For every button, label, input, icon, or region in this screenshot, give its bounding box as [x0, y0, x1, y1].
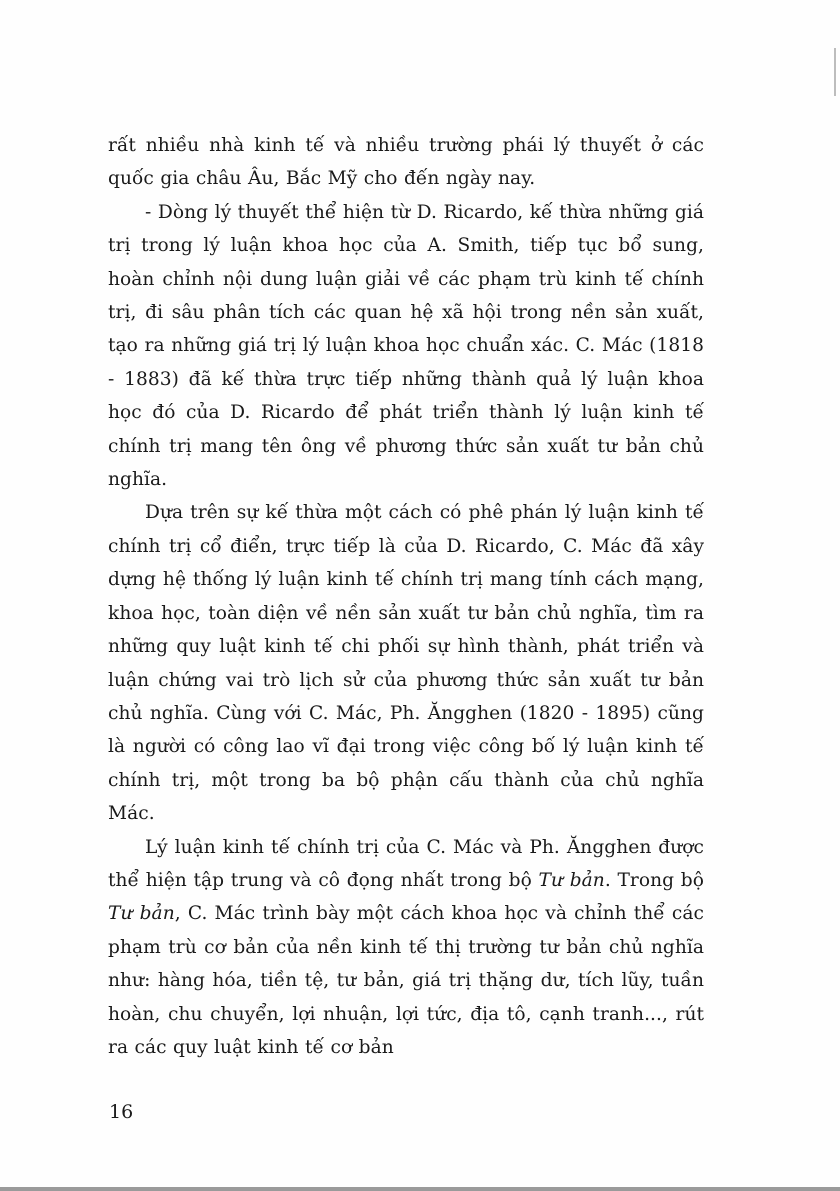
paragraph-indent	[108, 831, 704, 1065]
paragraph-dash	[108, 196, 704, 497]
text-run: Dựa trên sự kế thừa một cách có phê phán lý luận kinh tế chính trị cổ điển, trực tiếp là của D. Ricardo, C. Mác đã xây dựng hệ thống lý luận kinh tế chính trị mang tính cách mạng, khoa học, toàn diện về nền sản xuất tư bản chủ nghĩa, tìm ra những quy luật kinh tế chi phối sự hình thành, phát triển và luận chứng vai trò lịch sử của phương thức sản xuất tư bản chủ nghĩa. Cùng với C. Mác, Ph. Ăngghen (1820 - 1895) cũng là người có công lao vĩ đại trong việc công bố lý luận kinh tế chính trị, một trong ba bộ phận cấu thành của chủ nghĩa Mác.	[108, 502, 704, 825]
text-run: rất nhiều nhà kinh tế và nhiều trường phái lý thuyết ở các quốc gia châu Âu, Bắc Mỹ cho đến ngày nay.	[108, 135, 704, 190]
text-run: - Dòng lý thuyết thể hiện từ D. Ricardo, kế thừa những giá trị trong lý luận khoa học của A. Smith, tiếp tục bổ sung, hoàn chỉnh nội dung luận giải về các phạm trù kinh tế chính trị, đi sâu phân tích các quan hệ xã hội trong nền sản xuất, tạo ra những giá trị lý luận khoa học chuẩn xác. C. Mác (1818 - 1883) đã kế thừa trực tiếp những thành quả lý luận khoa học đó của D. Ricardo để phát triển thành lý luận kinh tế chính trị mang tên ông về phương thức sản xuất tư bản chủ nghĩa.	[108, 201, 704, 491]
italic-title: Tư bản	[538, 869, 605, 891]
body-text	[108, 129, 704, 1064]
italic-title: Tư bản	[108, 903, 175, 925]
text-run: . Trong bộ	[604, 869, 704, 891]
page-number: 16	[109, 1101, 134, 1123]
paragraph-indent	[108, 496, 704, 830]
scan-edge-mark	[834, 48, 836, 96]
text-run: Lý luận kinh tế chính trị của C. Mác và Ph. Ăngghen được thể hiện tập trung và cô đọng nhất trong bộ	[108, 836, 704, 891]
scan-bottom-shadow	[0, 1187, 840, 1191]
paragraph-continuation	[108, 129, 704, 196]
text-run: , C. Mác trình bày một cách khoa học và chỉnh thể các phạm trù cơ bản của nền kinh tế thị trường tư bản chủ nghĩa như: hàng hóa, tiền tệ, tư bản, giá trị thặng dư, tích lũy, tuần hoàn, chu chuyển, lợi nhuận, lợi tức, địa tô, cạnh tranh..., rút ra các quy luật kinh tế cơ bản	[108, 903, 704, 1058]
